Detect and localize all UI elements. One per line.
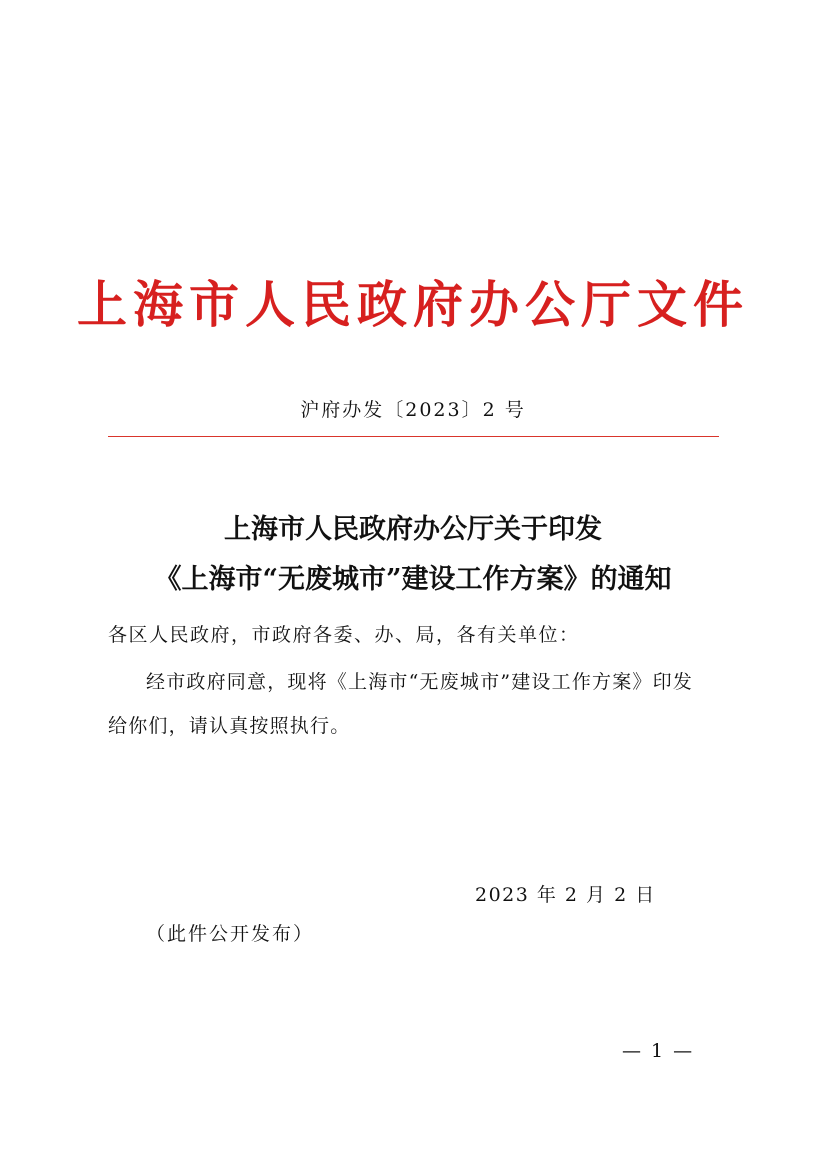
addressee: 各区人民政府，市政府各委、办、局，各有关单位：: [108, 624, 580, 646]
issue-date: 2023 年 2 月 2 日: [475, 884, 656, 906]
document-title: [0, 505, 826, 605]
document-number: 沪府办发〔2023〕2 号: [300, 399, 526, 421]
red-divider-line: [108, 436, 719, 437]
publish-note: （此件公开发布）: [146, 923, 315, 945]
body-paragraph: [108, 660, 719, 748]
body-line-1: 经市政府同意，现将《上海市“无废城市”建设工作方案》印发: [146, 671, 694, 693]
title-line-2: 《上海市“无废城市”建设工作方案》的通知: [154, 564, 672, 595]
body-line-2: 给你们，请认真按照执行。: [108, 715, 351, 737]
page-number: — 1 —: [622, 1040, 695, 1062]
document-masthead: 上海市人民政府办公厅文件: [77, 275, 749, 334]
title-line-1: 上海市人民政府办公厅关于印发: [224, 514, 602, 545]
